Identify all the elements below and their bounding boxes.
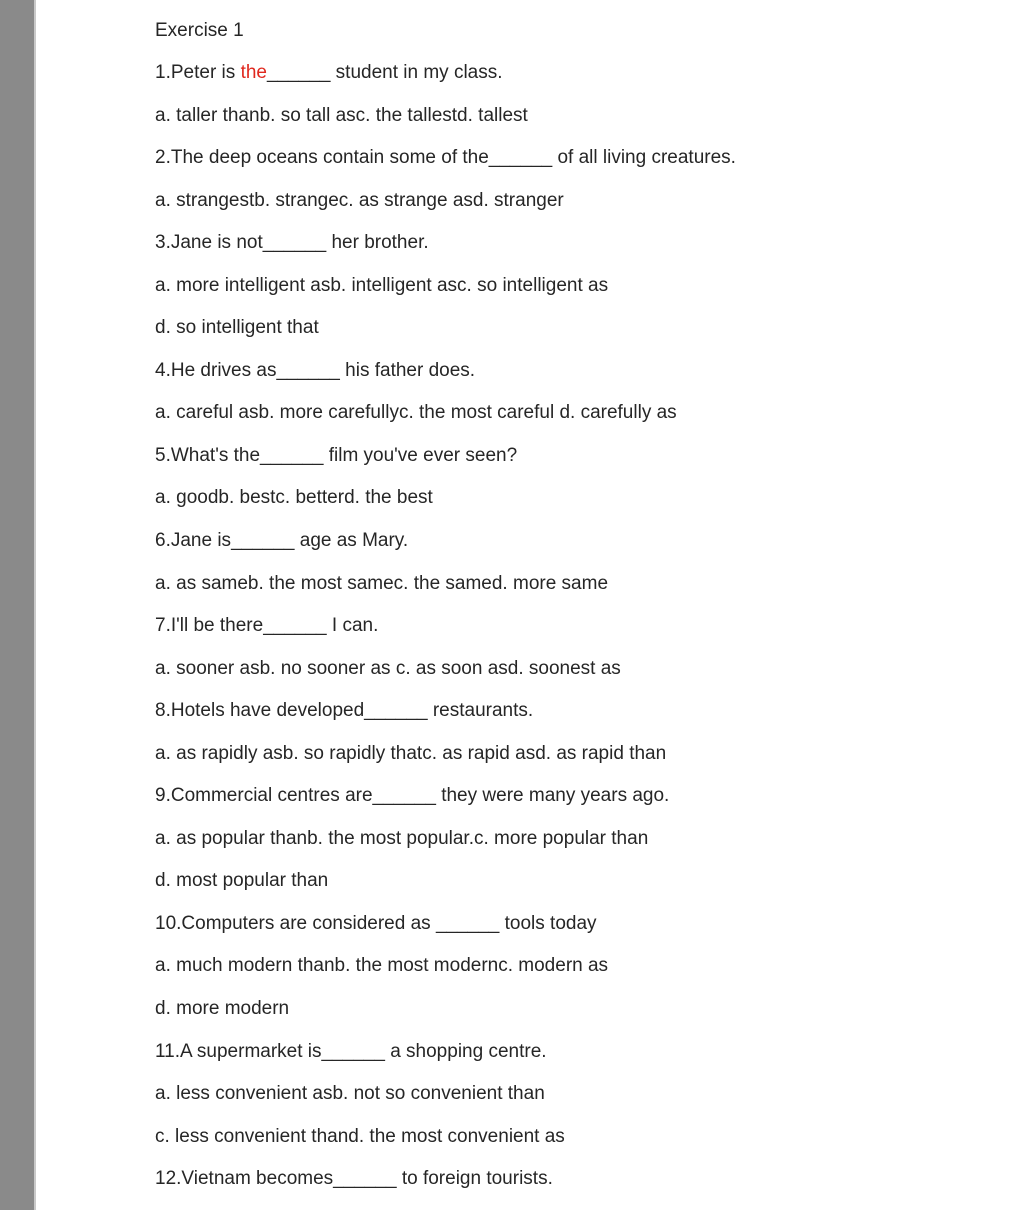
question-line [155, 147, 935, 190]
answer-options-line: a. sooner asb. no sooner as c. as soon asd. soonest as [155, 657, 621, 679]
question-line [155, 62, 935, 105]
exercise-title: Exercise 1 [155, 20, 244, 41]
question-text-after-blank: his father does. [339, 359, 476, 381]
answer-options-line: a. as popular thanb. the most popular.c. more popular than [155, 827, 649, 849]
question-text-after-blank: age as Mary. [294, 530, 409, 552]
answer-blank: ______ [435, 912, 500, 934]
question-text-after-blank: film you've ever seen? [323, 444, 518, 466]
question-text-before-blank: He drives as [170, 359, 277, 381]
question-number: 2. [155, 147, 171, 169]
answer-blank: ______ [321, 1040, 385, 1062]
answer-options-line: c. less convenient thand. the most convenient as [155, 1125, 565, 1147]
answer-blank: ______ [231, 530, 295, 552]
viewer-sidebar [0, 0, 34, 1210]
question-text-before-blank: I'll be there [170, 615, 264, 637]
answer-blank: ______ [263, 615, 327, 637]
question-number: 11. [155, 1040, 181, 1062]
answer-blank: ______ [364, 700, 428, 722]
question-line [155, 615, 935, 658]
answer-options-line: d. so intelligent that [155, 317, 319, 339]
question-line [155, 232, 935, 275]
question-number: 4. [155, 359, 171, 381]
question-line [155, 1168, 935, 1210]
question-text-before-blank: Commercial centres are [170, 785, 373, 807]
question-number: 3. [155, 232, 171, 254]
question-text-before-blank: Jane is not [170, 232, 263, 254]
question-line [155, 913, 935, 956]
answer-options-line: d. most popular than [155, 870, 329, 892]
question-line [155, 360, 935, 403]
question-line [155, 1041, 935, 1084]
question-text-after-blank: restaurants. [427, 700, 534, 722]
answer-blank: ______ [488, 147, 553, 169]
question-text-after-blank: to foreign tourists. [396, 1168, 553, 1190]
answer-options-line: a. careful asb. more carefullyc. the most careful d. carefully as [155, 402, 677, 424]
question-number: 5. [155, 444, 171, 466]
question-text-before-blank: Peter is [170, 62, 241, 83]
answer-options-line: d. more modern [155, 998, 290, 1020]
question-line [155, 445, 935, 488]
question-text-before-blank: Hotels have developed [170, 700, 365, 722]
exercise-lines [155, 62, 935, 1210]
answer-blank: ______ [372, 785, 436, 807]
highlighted-word: the [240, 62, 267, 83]
question-text-after-blank: student in my class. [330, 62, 503, 83]
question-text-before-blank: Jane is [170, 530, 232, 552]
question-number: 10. [155, 912, 182, 934]
question-text-after-blank: they were many years ago. [435, 785, 670, 807]
question-text-after-blank: her brother. [326, 232, 429, 254]
question-text-before-blank: What's the [170, 444, 261, 466]
answer-options-line: a. as sameb. the most samec. the samed. more same [155, 572, 609, 594]
question-text-before-blank: The deep oceans contain some of the [170, 147, 489, 169]
question-text-before-blank: Vietnam becomes [181, 1168, 334, 1190]
answer-blank: ______ [333, 1168, 397, 1190]
question-number: 7. [155, 615, 171, 637]
question-text-after-blank: tools today [499, 912, 597, 934]
answer-options-line: a. much modern thanb. the most modernc. modern as [155, 955, 609, 977]
question-number: 8. [155, 700, 171, 722]
answer-blank: ______ [266, 62, 331, 83]
answer-options-line: a. as rapidly asb. so rapidly thatc. as rapid asd. as rapid than [155, 742, 667, 764]
question-text-after-blank: I can. [326, 615, 379, 637]
answer-options-line: a. goodb. bestc. betterd. the best [155, 487, 433, 509]
answer-options-line: a. strangestb. strangec. as strange asd. stranger [155, 189, 564, 211]
answer-blank: ______ [262, 232, 327, 254]
question-text-after-blank: a shopping centre. [384, 1040, 547, 1062]
question-number: 1. [155, 62, 171, 83]
answer-options-line: a. more intelligent asb. intelligent asc. so intelligent as [155, 274, 609, 296]
question-number: 9. [155, 785, 171, 807]
question-line [155, 530, 935, 573]
question-number: 12. [155, 1168, 182, 1190]
answer-options-line: a. taller thanb. so tall asc. the tallestd. tallest [155, 104, 528, 126]
question-text-before-blank: A supermarket is [180, 1040, 322, 1062]
question-line [155, 785, 935, 828]
answer-blank: ______ [260, 444, 324, 466]
document-content [155, 20, 935, 1210]
question-line [155, 700, 935, 743]
question-text-before-blank: Computers are considered as [181, 912, 436, 934]
answer-options-line: a. less convenient asb. not so convenient than [155, 1083, 545, 1105]
answer-blank: ______ [276, 359, 340, 381]
question-text-after-blank: of all living creatures. [552, 147, 736, 169]
question-number: 6. [155, 530, 171, 552]
